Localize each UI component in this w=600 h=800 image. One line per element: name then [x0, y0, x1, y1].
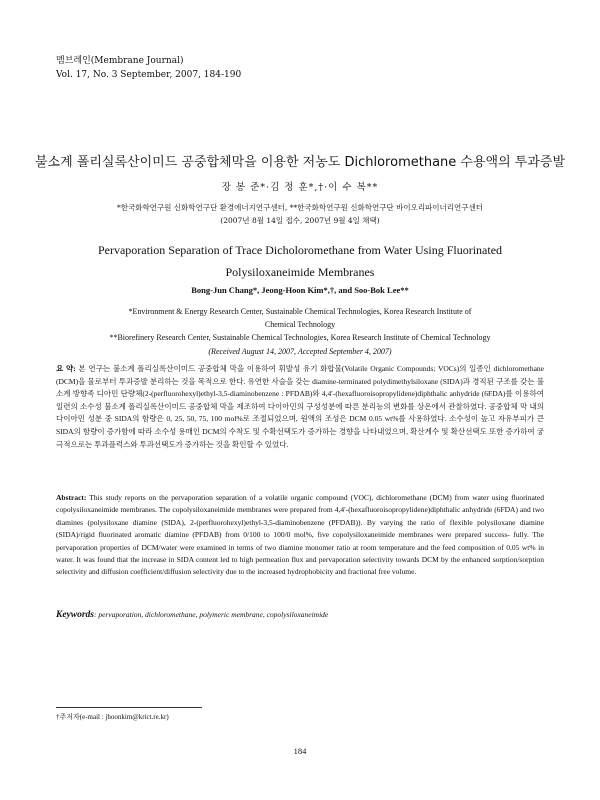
title-english [40, 239, 560, 283]
abstract-english-label: Abstract: [56, 493, 87, 502]
affiliation-english-line2: Chemical Technology [264, 320, 336, 329]
abstract-english-text: This study reports on the pervaporation separation of a volatile organic compound (VOC), dichloromethane (DCM) from water using fluorinated copolysiloxaneimide membranes. The copolysiloxaneimide membranes were prepared from 4,4′-(hexafluoroisopropylidene)diphthalic anhydride (6FDA) and two diamines (polysiloxane diamine (SIDA), 2-(perfluorohexyl)ethyl-3,5-diaminobenzene (PFDAB)). By varying the ratio of flexible polysiloxane diamine (SIDA)/rigid fluorinated aromatic diamine (PFDAB) from 0/100 to 100/0 mol%, five copolysiloxaneimide membranes were prepared success- fully. The pervaporation properties of DCM/water were examined in terms of two diamine monomer ratio at room temperature and the feed composition of 0.05 wt% in water. It was found that the increase in SIDA content led to high permeation flux and pervaporation selectivity towards DCM by the enhanced sorption/sorption selectivity and diffusion coefficient/diffusion selectivity due to the increased hydrophobicity and fractional free volume. [56, 493, 544, 577]
received-korean: (2007년 8월 14일 접수, 2007년 9월 4일 채택) [220, 216, 380, 225]
page-number: 184 [293, 746, 307, 756]
journal-volume: Vol. 17, No. 3 September, 2007, 184-190 [56, 70, 242, 80]
affiliation-english-line3: **Biorefinery Research Center, Sustainable Chemical Technologies, Korea Research Institute of Chemical Technology [109, 333, 491, 342]
affiliation-korean-block [40, 201, 560, 227]
journal-header [56, 54, 241, 82]
received-english: (Received August 14, 2007, Accepted September 4, 2007) [208, 347, 392, 356]
footnote-corresponding-author: †주저자(e-mail : jhoonkim@krict.re.kr) [56, 713, 169, 721]
abstract-korean-label: 요 약: [56, 364, 76, 373]
affiliation-english-line1: *Environment & Energy Research Center, Sustainable Chemical Technologies, Korea Research Institute of [128, 307, 472, 316]
title-korean: 불소계 폴리실록산이미드 공중합체막을 이용한 저농도 Dichloromethane 수용액의 투과증발 [34, 155, 565, 170]
keywords [56, 610, 544, 620]
footnote-divider [56, 707, 202, 708]
title-english-line2: Polysiloxaneimide Membranes [225, 265, 375, 279]
affiliation-english [60, 305, 540, 344]
abstract-korean-text: 본 연구는 불소계 폴리실록산이미드 공중합체 막을 이용하여 휘발성 유기 화합물(Volatile Organic Compounds; VOCs)의 일종인 dichloromethane (DCM)을 물로부터 투과증발 분리하는 것을 목적으로 한다. 유연한 사슬을 갖는 diamine-terminated polydimethylsiloxane (SIDA)과 경직된 구조를 갖는 불소계 방향족 디아민 단량체(2-(perfluorohexyl)ethyl-3,5-diaminobenzene : PFDAB)와 4,4′-(hexafluoroisopropylidene)diphthalic anhydride (6FDA)를 이용하여 일련의 소수성 불소계 폴리실록산이미드 공중합체 막을 제조하여 다이아민의 구성성분에 따른 분리능의 변화를 상온에서 관찰하였다. 공중합체 막 내의 다이아민 성분 중 SIDA의 함량은 0, 25, 50, 75, 100 mol%로 조절되었으며, 원액의 조성은 DCM 0.05 wt%를 사용하였다. 소수성이 높고 자유부피가 큰 SIDA의 함량이 증가함에 따라 소수성 용매인 DCM의 수착도 및 수확선택도가 증가하는 경향을 나타내었으며, 확산계수 및 확산선택도 또한 증가하여 궁극적으로는 투과플럭스와 투과선택도가 증가하는 것을 확인할 수 있었다. [56, 364, 544, 449]
keywords-label: Keywords [56, 610, 94, 620]
authors-english: Bong-Jun Chang*, Jeong-Hoon Kim*,†, and Soo-Bok Lee** [191, 285, 409, 295]
affiliation-korean: *한국화학연구원 신화학연구단 환경에너지연구센터, **한국화학연구원 신화학연구단 바이오리파이너리연구센터 [116, 203, 484, 212]
title-english-line1: Pervaporation Separation of Trace Dicholoromethane from Water Using Fluorinated [97, 243, 503, 257]
authors-korean: 장 봉 준*·김 정 훈*,†·이 수 복** [221, 182, 379, 193]
keywords-text: : pervaporation, dichloromethane, polymeric membrane, copolysiloxaneimide [94, 610, 329, 619]
abstract-english [56, 492, 544, 579]
journal-name: 멤브레인(Membrane Journal) [56, 56, 184, 66]
abstract-korean [56, 363, 544, 451]
